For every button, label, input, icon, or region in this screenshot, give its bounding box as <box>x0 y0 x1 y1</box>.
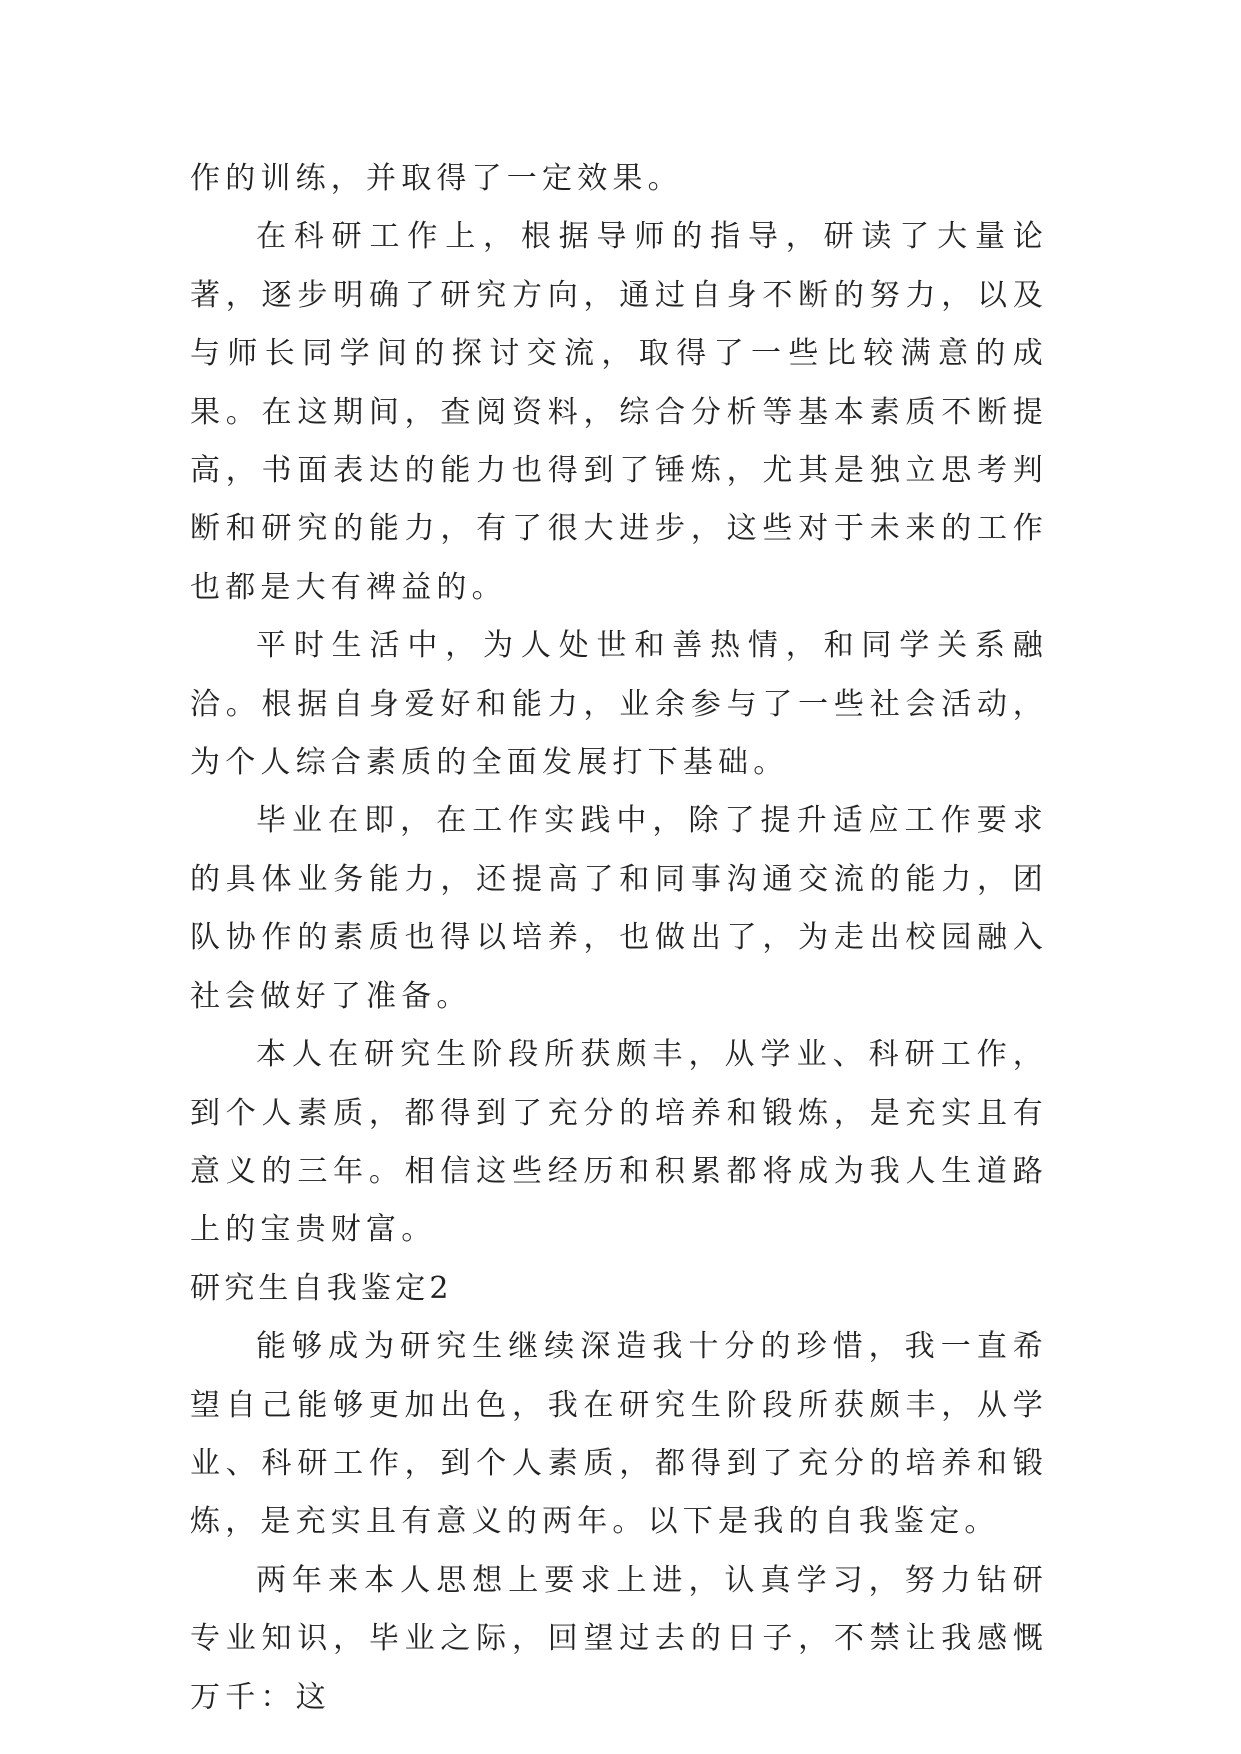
paragraph-graduation: 毕业在即，在工作实践中，除了提升适应工作要求的具体业务能力，还提高了和同事沟通交流的能力，团队协作的素质也得以培养，也做出了，为走出校园融入社会做好了准备。 <box>190 803 1048 1014</box>
paragraph-daily-life: 平时生活中，为人处世和善热情，和同学关系融洽。根据自身爱好和能力，业余参与了一些社会活动，为个人综合素质的全面发展打下基础。 <box>190 628 1048 781</box>
section-heading: 研究生自我鉴定2 <box>190 1270 453 1306</box>
paragraph-continuation: 作的训练，并取得了一定效果。 <box>190 161 683 196</box>
paragraph-research-work: 在科研工作上，根据导师的指导，研读了大量论著，逐步明确了研究方向，通过自身不断的努力，以及与师长同学间的探讨交流，取得了一些比较满意的成果。在这期间，查阅资料，综合分析等基本素质不断提高，书面表达的能力也得到了锤炼，尤其是独立思考判断和研究的能力，有了很大进步，这些对于未来的工作也都是大有裨益的。 <box>190 219 1048 605</box>
paragraph-thoughts-2: 两年来本人思想上要求上进，认真学习，努力钻研专业知识，毕业之际，回望过去的日子，不禁让我感慨万千：这 <box>190 1562 1048 1715</box>
document-body <box>190 150 1048 1727</box>
paragraph-summary: 本人在研究生阶段所获颇丰，从学业、科研工作，到个人素质，都得到了充分的培养和锻炼，是充实且有意义的三年。相信这些经历和积累都将成为我人生道路上的宝贵财富。 <box>190 1037 1048 1248</box>
paragraph-intro-2: 能够成为研究生继续深造我十分的珍惜，我一直希望自己能够更加出色，我在研究生阶段所获颇丰，从学业、科研工作，到个人素质，都得到了充分的培养和锻炼，是充实且有意义的两年。以下是我的自我鉴定。 <box>190 1329 1048 1540</box>
